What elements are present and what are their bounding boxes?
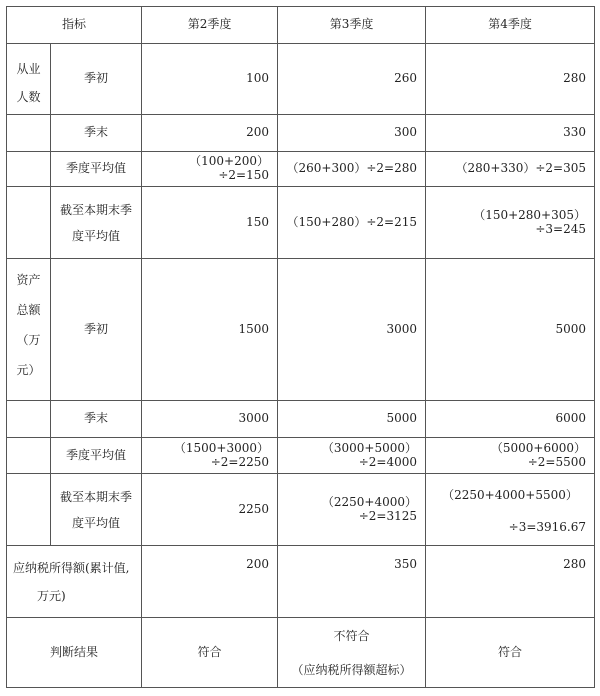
assets-start-q3: 3000 [278,259,426,401]
header-q2: 第2季度 [142,7,278,44]
assets-start-q4: 5000 [426,259,595,401]
assets-end-group-cell [7,401,51,438]
taxable-income-row [7,546,595,618]
employees-group-label-line2: 人数 [16,90,41,104]
assets-start-q2: 1500 [142,259,278,401]
assets-start-label: 季初 [51,259,142,401]
employees-start-label: 季初 [51,44,142,115]
employees-start-row [7,44,595,115]
result-q3 [278,618,426,688]
employees-avg-label: 季度平均值 [51,152,142,187]
employees-end-group-cell [7,115,51,152]
result-row [7,618,595,688]
employees-avg-row [7,152,595,187]
employees-ytd-label [51,187,142,259]
employees-ytd-label-line2: 度平均值 [72,228,121,243]
assets-end-q3: 5000 [278,401,426,438]
result-q2: 符合 [142,618,278,688]
result-label: 判断结果 [7,618,142,688]
result-q4: 符合 [426,618,595,688]
assets-group-label-line4: 元） [16,363,41,377]
employees-start-q4: 280 [426,44,595,115]
employees-end-q4: 330 [426,115,595,152]
employees-end-row [7,115,595,152]
employees-start-q2: 100 [142,44,278,115]
assets-ytd-label [51,474,142,546]
assets-start-row [7,259,595,401]
assets-avg-q3: （3000+5000）÷2=4000 [278,438,426,474]
header-q4: 第4季度 [426,7,595,44]
result-q3-line1: 不符合 [333,628,370,643]
header-row [7,7,595,44]
assets-ytd-q4-line1: （2250+4000+5500） [442,487,578,502]
employees-group-label [7,44,51,115]
header-metric: 指标 [7,7,142,44]
assets-avg-q2: （1500+3000）÷2=2250 [142,438,278,474]
assets-avg-label: 季度平均值 [51,438,142,474]
assets-end-q4: 6000 [426,401,595,438]
employees-avg-group-cell [7,152,51,187]
taxable-income-label [7,546,142,618]
assets-ytd-q2: 2250 [142,474,278,546]
assets-ytd-row [7,474,595,546]
employees-group-label-line1: 从业 [16,62,41,76]
employees-ytd-label-line1: 截至本期末季 [60,202,133,217]
employees-end-label: 季末 [51,115,142,152]
employees-ytd-q3: （150+280）÷2=215 [278,187,426,259]
employees-end-q3: 300 [278,115,426,152]
employees-end-q2: 200 [142,115,278,152]
assets-ytd-group-cell [7,474,51,546]
employees-ytd-q2: 150 [142,187,278,259]
employees-ytd-row [7,187,595,259]
taxable-income-q3: 350 [278,546,426,618]
header-q3: 第3季度 [278,7,426,44]
taxable-income-label-line1: 应纳税所得额(累计值, [13,560,130,575]
assets-group-label-line3: （万 [16,333,41,347]
employees-ytd-q4: （150+280+305）÷3=245 [426,187,595,259]
assets-end-label: 季末 [51,401,142,438]
assets-ytd-label-line2: 度平均值 [72,515,121,530]
tax-qualification-table [6,6,595,688]
assets-end-row [7,401,595,438]
assets-avg-row [7,438,595,474]
assets-avg-q4: （5000+6000）÷2=5500 [426,438,595,474]
taxable-income-q2: 200 [142,546,278,618]
assets-group-label [7,259,51,401]
assets-ytd-q4 [426,474,595,546]
assets-end-q2: 3000 [142,401,278,438]
employees-avg-q2: （100+200）÷2=150 [142,152,278,187]
assets-group-label-line2: 总额 [16,303,41,317]
result-q3-line2: （应纳税所得额超标） [291,662,412,677]
assets-group-label-line1: 资产 [16,273,41,287]
employees-avg-q4: （280+330）÷2=305 [426,152,595,187]
assets-ytd-q3: （2250+4000）÷2=3125 [278,474,426,546]
assets-avg-group-cell [7,438,51,474]
taxable-income-label-line2: 万元) [37,588,66,603]
employees-start-q3: 260 [278,44,426,115]
assets-ytd-label-line1: 截至本期末季 [60,489,133,504]
employees-ytd-group-cell [7,187,51,259]
taxable-income-q4: 280 [426,546,595,618]
assets-ytd-q4-line2: ÷3=3916.67 [508,519,587,534]
employees-avg-q3: （260+300）÷2=280 [278,152,426,187]
